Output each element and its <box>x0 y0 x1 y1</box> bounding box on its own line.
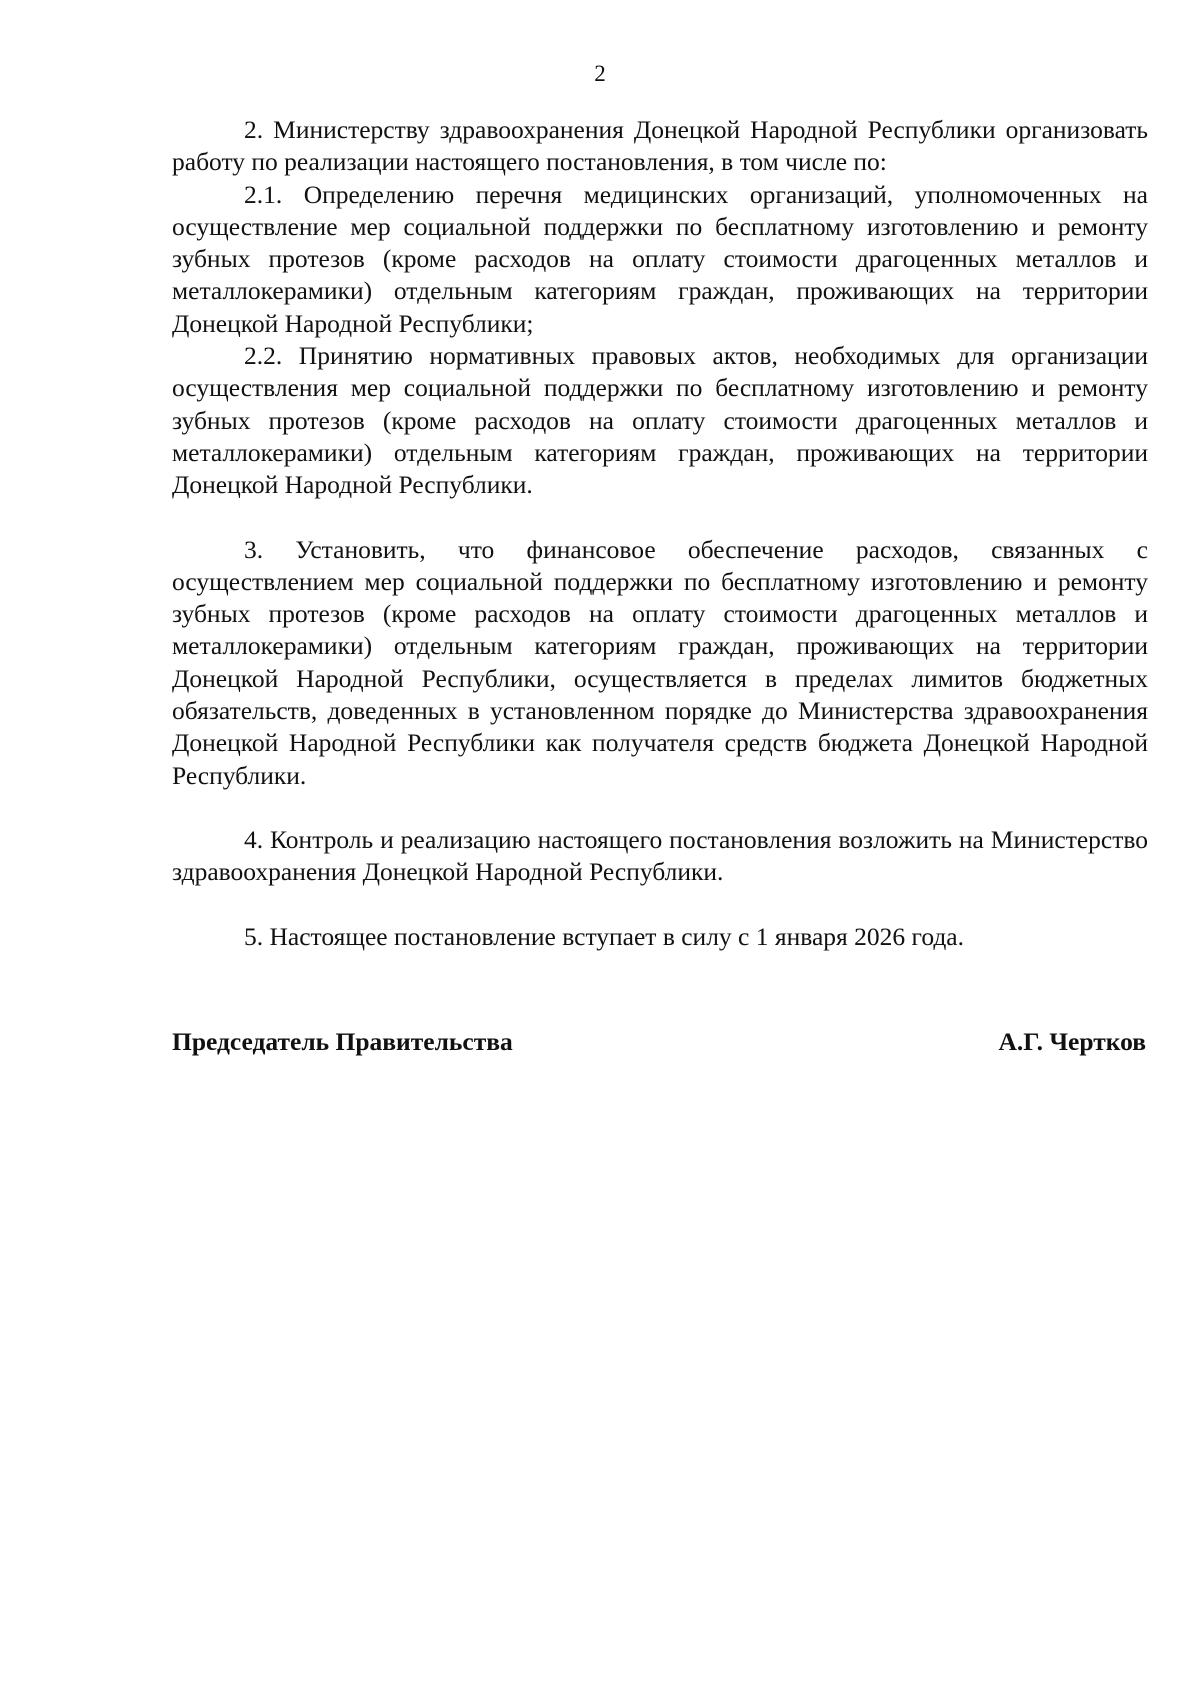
paragraph-2: 2. Министерству здравоохранения Донецкой Народной Республики организовать работу по реализации настоящего постановления, в том числе по: <box>172 115 1148 177</box>
page-number: 2 <box>594 61 606 86</box>
document-body <box>172 114 1148 953</box>
paragraph-2-1: 2.1. Определению перечня медицинских организаций, уполномоченных на осуществление мер социальной поддержки по бесплатному изготовлению и ремонту зубных протезов (кроме расходов на оплату стоимости драгоценных металлов и металлокерамики) отдельным категориям граждан, проживающих на территории Донецкой Народной Республики; <box>172 179 1148 338</box>
paragraph-2-2: 2.2. Принятию нормативных правовых актов, необходимых для организации осуществления мер социальной поддержки по бесплатному изготовлению и ремонту зубных протезов (кроме расходов на оплату стоимости драгоценных металлов и металлокерамики) отдельным категориям граждан, проживающих на территории Донецкой Народной Республики. <box>172 341 1148 500</box>
signatory-name: А.Г. Чертков <box>998 1027 1146 1056</box>
paragraph-5: 5. Настоящее постановление вступает в силу с 1 января 2026 года. <box>244 921 965 951</box>
signature-block <box>172 1026 1146 1058</box>
paragraph-4: 4. Контроль и реализацию настоящего постановления возложить на Министерство здравоохранения Донецкой Народной Республики. <box>172 824 1148 887</box>
signatory-title: Председатель Правительства <box>172 1027 513 1056</box>
paragraph-3: 3. Установить, что финансовое обеспечение расходов, связанных с осуществлением мер социальной поддержки по бесплатному изготовлению и ремонту зубных протезов (кроме расходов на оплату стоимости драгоценных металлов и металлокерамики) отдельным категориям граждан, проживающих на территории Донецкой Народной Республики, осуществляется в пределах лимитов бюджетных обязательств, доведенных в установленном порядке до Министерства здравоохранения Донецкой Народной Республики как получателя средств бюджета Донецкой Народной Республики. <box>172 534 1148 790</box>
